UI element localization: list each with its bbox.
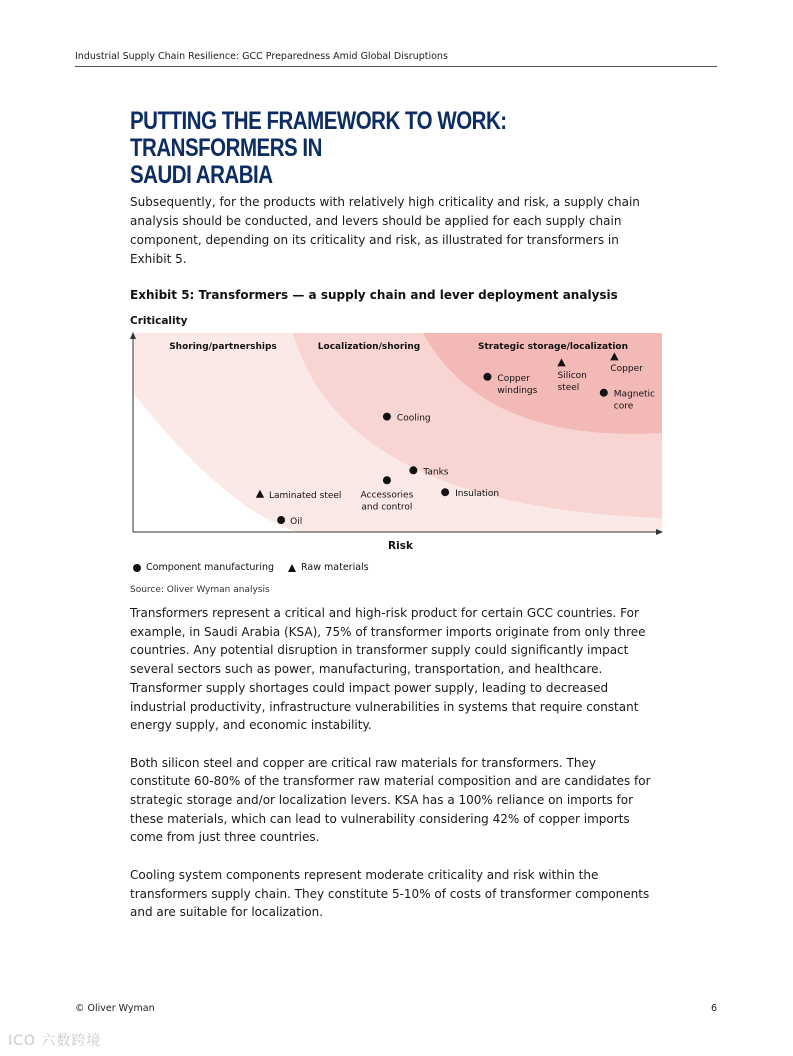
exhibit-name: Transformers — a supply chain and lever deployment analysis: [198, 288, 618, 302]
watermark-logo: ICO 六数跨境: [8, 1033, 102, 1049]
body-text: [130, 604, 655, 941]
legend-item-raw-materials: [288, 562, 369, 573]
intro-paragraph: Subsequently, for the products with relatively high criticality and risk, a supply chain analysis should be conducted, and levers should be applied for each supply chain component, depending on its criticality and risk, as illustrated for transformers in Exhibit 5.: [130, 195, 640, 266]
point-copper-windings: [483, 373, 491, 381]
point-label-accessories-and-control: Accessories: [360, 490, 414, 501]
point-label-silicon-steel: steel: [557, 382, 580, 393]
point-label-oil: Oil: [290, 517, 303, 528]
section-heading-line1: PUTTING THE FRAMEWORK TO WORK: TRANSFORMERS IN: [130, 107, 507, 162]
zone-label: Strategic storage/localization: [477, 342, 629, 352]
page-number: 6: [711, 1003, 718, 1014]
chart-legend: [133, 562, 369, 573]
exhibit-label: Exhibit 5:: [130, 288, 195, 302]
point-label-laminated-steel: Laminated steel: [268, 491, 342, 502]
point-label-accessories-and-control: and control: [361, 502, 413, 513]
point-label-magnetic-core: Magnetic: [613, 389, 656, 400]
legend-label: Component manufacturing: [146, 562, 275, 573]
triangle-marker-icon: [288, 564, 296, 572]
zone-label: Shoring/partnerships: [169, 342, 277, 352]
section-heading-line2: SAUDI ARABIA: [130, 161, 273, 189]
point-accessories-and-control: [383, 476, 391, 484]
point-label-tanks: Tanks: [423, 467, 449, 478]
point-label-copper: Copper: [610, 363, 643, 374]
body-paragraph: Transformers represent a critical and high-risk product for certain GCC countries. For example, in Saudi Arabia (KSA), 75% of transformer imports originate from only three countries. Any potential disruption in transformer supply could significantly impact several sectors such as power, manufacturing, transportation, and healthcare. Transformer supply shortages could impact power supply, leading to decreased industrial productivity, infrastructure vulnerabilities in systems that require constant energy supply, and economic instability.: [130, 606, 646, 733]
legend-item-component: [133, 562, 274, 573]
point-label-cooling: Cooling: [396, 413, 431, 424]
y-axis-label: Criticality: [130, 315, 188, 327]
point-label-magnetic-core: core: [613, 401, 634, 412]
point-cooling: [383, 413, 391, 421]
point-insulation: [441, 488, 449, 496]
point-label-silicon-steel: Silicon: [557, 370, 587, 381]
zone-label: Localization/shoring: [317, 342, 421, 352]
point-oil: [277, 516, 285, 524]
point-tanks: [409, 466, 417, 474]
legend-label: Raw materials: [301, 562, 369, 573]
running-header: Industrial Supply Chain Resilience: GCC Preparedness Amid Global Disruptions: [75, 51, 448, 62]
point-label-copper-windings: windings: [497, 385, 538, 396]
circle-marker-icon: [133, 564, 141, 572]
point-label-insulation: Insulation: [455, 489, 500, 500]
exhibit-source: Source: Oliver Wyman analysis: [130, 585, 270, 595]
point-magnetic-core: [600, 389, 608, 397]
point-label-copper-windings: Copper: [497, 373, 530, 384]
body-paragraph: Both silicon steel and copper are critical raw materials for transformers. They constitute 60-80% of the transformer raw material composition and are candidates for strategic storage and/or localization levers. KSA has a 100% reliance on imports for these materials, which can lead to vulnerability considering 42% of copper imports come from just three countries.: [130, 755, 651, 845]
x-axis-label: Risk: [388, 540, 413, 552]
footer-copyright: © Oliver Wyman: [75, 1003, 155, 1014]
body-paragraph: Cooling system components represent moderate criticality and risk within the transformers supply chain. They constitute 5-10% of costs of transformer components and are suitable for localization.: [130, 867, 650, 920]
